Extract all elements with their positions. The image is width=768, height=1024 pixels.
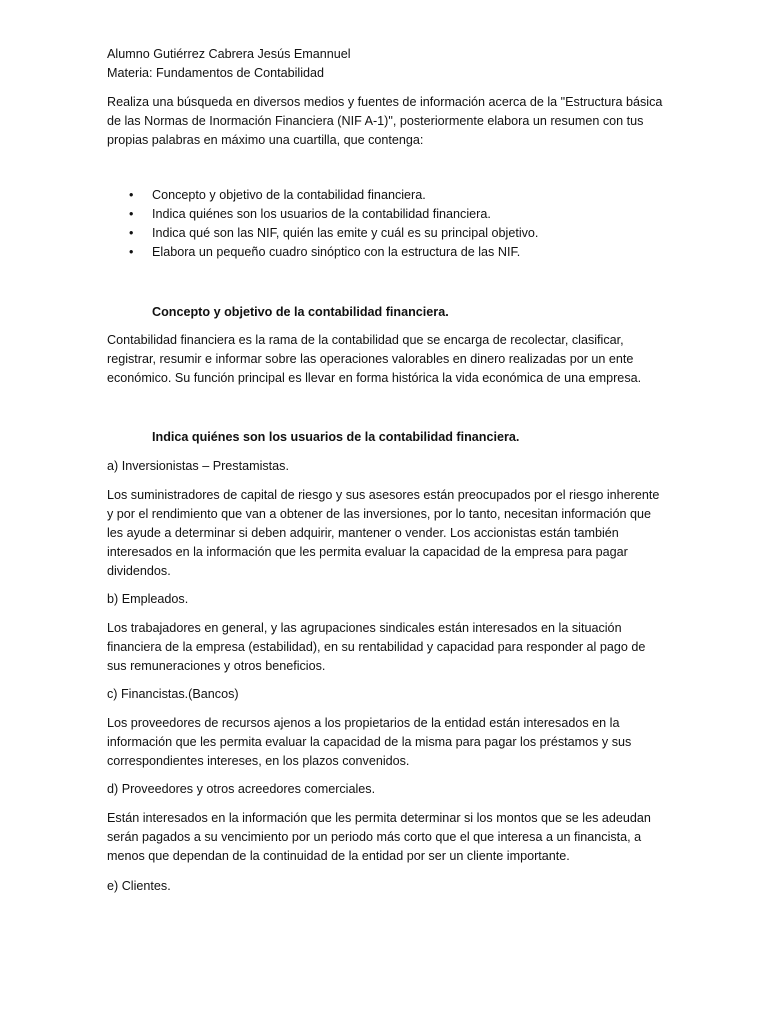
paragraph-line: correspondientes intereses, en los plazos convenidos. bbox=[107, 754, 410, 768]
bullet-text: Indica quiénes son los usuarios de la contabilidad financiera. bbox=[152, 207, 491, 221]
instructions-line: propias palabras en máximo una cuartilla, que contenga: bbox=[107, 133, 424, 147]
bullet-item bbox=[107, 243, 667, 262]
task-bullet-list bbox=[107, 186, 667, 262]
paragraph-line: Contabilidad financiera es la rama de la contabilidad que se encarga de recolectar, clasificar, bbox=[107, 333, 624, 347]
bullet-icon: • bbox=[129, 226, 134, 240]
bullet-icon: • bbox=[129, 245, 134, 259]
section-heading-concepto: Concepto y objetivo de la contabilidad financiera. bbox=[152, 305, 449, 319]
subsection-paragraph-c bbox=[107, 714, 667, 771]
bullet-item bbox=[107, 224, 667, 243]
paragraph-line: sus remuneraciones y otros beneficios. bbox=[107, 659, 326, 673]
bullet-text: Elabora un pequeño cuadro sinóptico con la estructura de las NIF. bbox=[152, 245, 521, 259]
paragraph-line: Los suministradores de capital de riesgo y sus asesores están preocupados por el riesgo inherente bbox=[107, 488, 660, 502]
instructions-line: de las Normas de Inormación Financiera (NIF A-1)", posteriormente elabora un resumen con tus bbox=[107, 114, 644, 128]
subsection-title-c: c) Financistas.(Bancos) bbox=[107, 687, 239, 701]
bullet-item bbox=[107, 186, 667, 205]
concepto-paragraph bbox=[107, 331, 667, 388]
section-heading-usuarios: Indica quiénes son los usuarios de la contabilidad financiera. bbox=[152, 430, 520, 444]
student-name: Alumno Gutiérrez Cabrera Jesús Emannuel bbox=[107, 47, 351, 61]
paragraph-line: financiera de la empresa (estabilidad), en su rentabilidad y capacidad para responder al pago de bbox=[107, 640, 646, 654]
subsection-title-e: e) Clientes. bbox=[107, 879, 171, 893]
paragraph-line: Están interesados en la información que les permita determinar si los montos que se les adeudan bbox=[107, 811, 651, 825]
instructions-paragraph bbox=[107, 93, 667, 150]
bullet-icon: • bbox=[129, 207, 134, 221]
bullet-item bbox=[107, 205, 667, 224]
subsection-title-d: d) Proveedores y otros acreedores comerciales. bbox=[107, 782, 376, 796]
paragraph-line: registrar, resumir e informar sobre las operaciones valorables en dinero realizadas por un ente bbox=[107, 352, 634, 366]
subsection-title-b: b) Empleados. bbox=[107, 592, 189, 606]
subsection-title-a: a) Inversionistas – Prestamistas. bbox=[107, 459, 289, 473]
paragraph-line: les ayude a determinar si deben adquirir, mantener o vender. Los accionistas están también bbox=[107, 526, 619, 540]
paragraph-line: dividendos. bbox=[107, 564, 171, 578]
subsection-paragraph-b bbox=[107, 619, 667, 676]
bullet-text: Indica qué son las NIF, quién las emite y cuál es su principal objetivo. bbox=[152, 226, 539, 240]
subject-name: Materia: Fundamentos de Contabilidad bbox=[107, 66, 325, 80]
paragraph-line: y por el rendimiento que van a obtener de las inversiones, por lo tanto, necesitan información que bbox=[107, 507, 651, 521]
paragraph-line: interesados en la información que les permita evaluar la capacidad de la empresa para pagar bbox=[107, 545, 628, 559]
paragraph-line: económico. Su función principal es llevar en forma histórica la vida económica de una empresa. bbox=[107, 371, 642, 385]
paragraph-line: información que les permita evaluar la capacidad de la misma para pagar los préstamos y sus bbox=[107, 735, 632, 749]
bullet-icon: • bbox=[129, 188, 134, 202]
paragraph-line: serán pagados a su vencimiento por un periodo más corto que el que interesa a un financista, a bbox=[107, 830, 642, 844]
paragraph-line: Los trabajadores en general, y las agrupaciones sindicales están interesados en la situación bbox=[107, 621, 622, 635]
document-header bbox=[107, 45, 667, 83]
subsection-paragraph-a bbox=[107, 486, 667, 581]
instructions-line: Realiza una búsqueda en diversos medios y fuentes de información acerca de la "Estructura básica bbox=[107, 95, 663, 109]
paragraph-line: Los proveedores de recursos ajenos a los propietarios de la entidad están interesados en la bbox=[107, 716, 620, 730]
paragraph-line: menos que dependan de la continuidad de la entidad por ser un cliente importante. bbox=[107, 849, 570, 863]
subsection-paragraph-d bbox=[107, 809, 667, 866]
bullet-text: Concepto y objetivo de la contabilidad financiera. bbox=[152, 188, 426, 202]
